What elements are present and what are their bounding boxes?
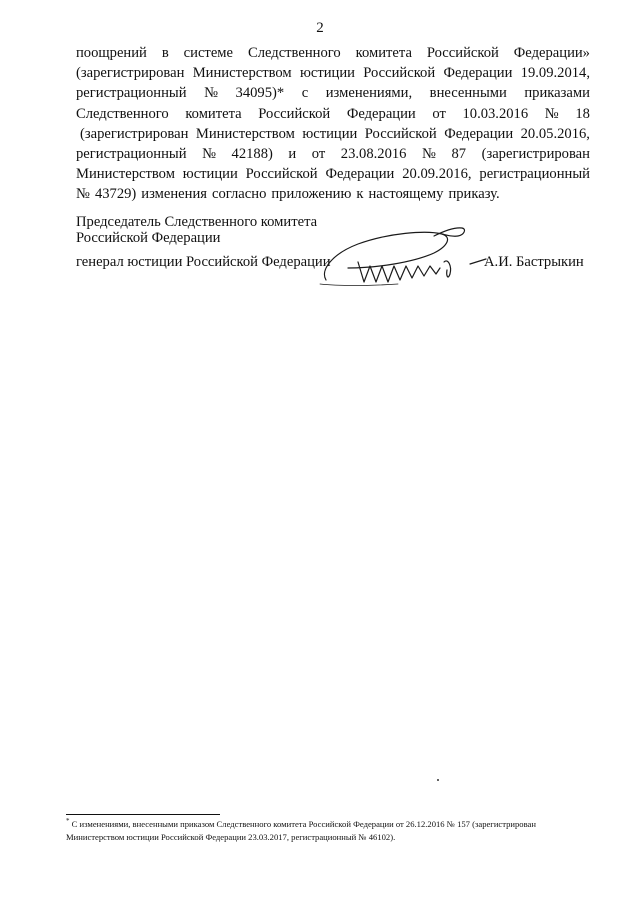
word: Федерации» [513,45,590,61]
word: комитета [185,105,242,122]
word: 20.05.2016, [520,125,590,142]
word: 10.03.2016 [462,105,529,122]
word: Российской [426,45,499,61]
word: 43729) [94,186,137,203]
word: изменения [141,186,207,203]
word: № [202,146,216,163]
word: внесенными [429,85,507,102]
word: настоящему [368,186,444,203]
word: регистрационный [479,166,590,183]
word: в [161,45,169,61]
word: Министерством [195,125,295,142]
word: 20.09.2016, [402,166,472,183]
footnote-marker: * [66,817,70,826]
word: юстиции [302,125,358,142]
body-line-6 [76,144,590,164]
word: Российской [364,125,437,142]
word: 42188) [231,146,273,163]
word: от [432,105,446,122]
word: системе [183,45,234,61]
word: 23.08.2016 [340,146,407,163]
word: 18 [575,105,590,122]
word: № [204,85,218,102]
body-line-1 [76,43,590,63]
word: Федерации [443,65,513,82]
footnote [66,818,614,844]
scan-speck [437,779,439,781]
footnote-text-1: С изменениями, внесенными приказом Следственного комитета Российской Федерации от 26.12.2016 № 157 (зарегистрирован [71,819,536,829]
body-line-5 [76,124,590,144]
word: (зарегистрирован [481,146,590,163]
signatory-title-line-1: Председатель Следственного комитета [76,214,318,230]
word: и [288,146,297,163]
handwritten-signature [318,222,518,292]
body-line-7 [76,164,590,184]
word: 87 [451,146,467,163]
word: Федерации [325,166,395,183]
word: приложению [271,186,352,203]
word: Российской [258,105,331,122]
word: Следственного [76,105,169,122]
word: от [311,146,326,163]
word: Федерации [346,105,416,122]
footnote-line-1 [66,818,614,831]
body-line-3 [76,83,590,103]
body-line-8 [76,184,590,204]
word: регистрационный [76,85,187,102]
signatory-name: А.И. Бастрыкин [484,254,584,270]
body-line-4 [76,104,590,124]
word: № [76,186,90,203]
signatory-title-line-2: Российской Федерации [76,230,221,246]
footnote-line-2: Министерством юстиции Российской Федерации 23.03.2017, регистрационный № 46102). [66,832,396,842]
word: Следственного [247,45,341,61]
word: приказами [524,85,590,102]
word: юстиции [182,166,238,183]
word: 34095)* [235,85,285,102]
page-number: 2 [316,20,324,36]
word: № [421,146,436,163]
word: (зарегистрирован [76,65,185,82]
word: юстиции [299,65,355,82]
word: 19.09.2014, [520,65,590,82]
word: Федерации [444,125,514,142]
word: комитета [355,45,412,61]
word: Российской [363,65,436,82]
word: Российской [245,166,318,183]
word: с [301,85,309,102]
body-paragraph [76,43,590,205]
signatory-title [76,214,317,246]
word: регистрационный [76,146,187,163]
word: поощрений [76,45,147,61]
word: приказу. [448,186,500,203]
word: согласно [212,186,267,203]
word: к [356,186,364,203]
word: Министерством [76,166,175,183]
word: № [544,105,559,122]
signatory-rank: генерал юстиции Российской Федерации [76,254,331,270]
footnote-separator [66,814,220,815]
word: (зарегистрирован [80,125,189,142]
word: изменениями, [325,85,413,102]
word: Министерством [192,65,292,82]
body-line-2 [76,63,590,83]
